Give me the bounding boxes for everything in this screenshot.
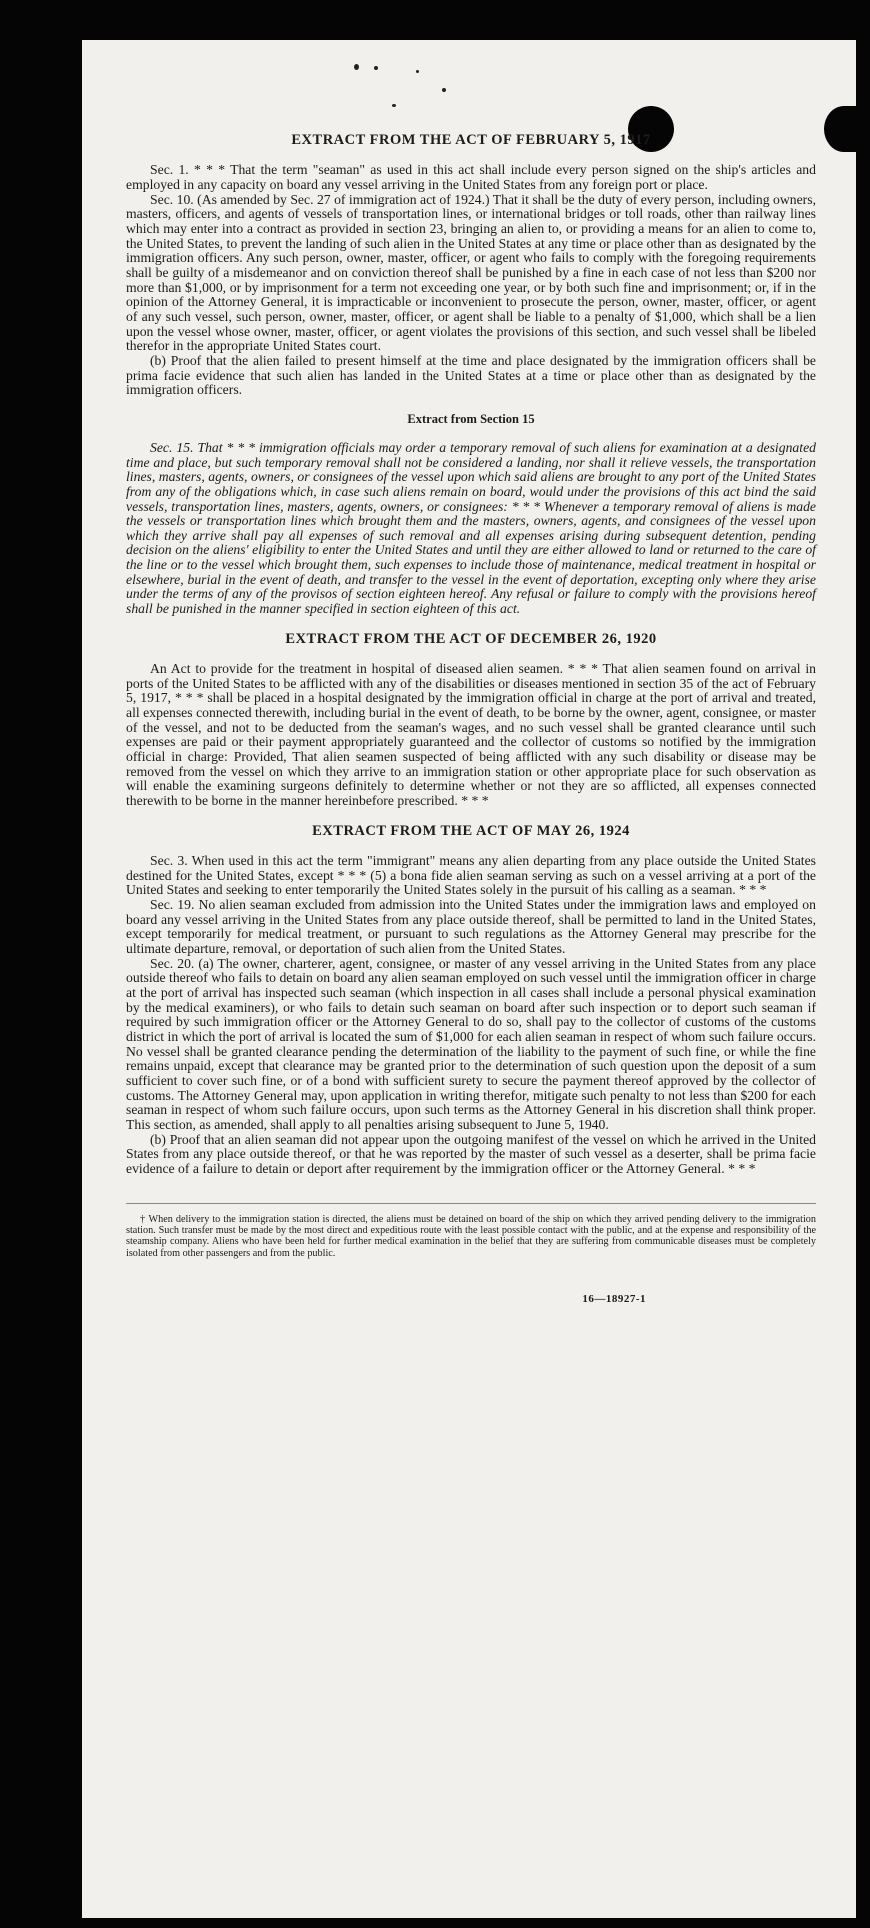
- ink-speck: [354, 64, 359, 70]
- punch-hole: [824, 106, 864, 152]
- ink-speck: [416, 70, 419, 73]
- paragraph: An Act to provide for the treatment in hospital of diseased alien seamen. * * * That alien seamen found on arrival in ports of the United States to be afflicted with any of the disabilities or diseases mentioned in section 35 of the act of February 5, 1917, * * * shall be placed in a hospital designated by the immigration official in charge at the port of arrival and treated, all expenses connected therewith, including burial in the event of death, to be borne by the owner, agent, consignee, or master of the vessel, and not to be deducted from the seaman's wages, and no such vessel shall be granted clearance until such expenses are paid or their payment appropriately guaranteed and the collector of customs so notified by the immigration official in charge: Provided, That alien seamen suspected of being afflicted with any such disability or disease may be removed from the vessel on which they arrive to an immigration station or other appropriate place for such observation as will enable the examining surgeons definitely to determine whether or not they are so afflicted, all expenses connected therewith to be borne in the manner hereinbefore prescribed. * * *: [126, 661, 816, 809]
- document-body: [126, 132, 816, 1305]
- paragraph: (b) Proof that the alien failed to present himself at the time and place designated by the immigration officers shall be prima facie evidence that such alien has landed in the United States at a time or place other than as designated by the immigration officers.: [126, 352, 816, 398]
- section-heading: EXTRACT FROM THE ACT OF MAY 26, 1924: [312, 822, 630, 839]
- paragraph: Sec. 19. No alien seaman excluded from admission into the United States under the immigration laws and employed on board any vessel arriving in the United States from any place outside thereof, shall be permitted to land in the United States, except temporarily for medical treatment, or pursuant to such regulations as the Attorney General may prescribe for the ultimate departure, removal, or deportation of such alien from the United States.: [126, 897, 816, 957]
- footnote: [126, 1203, 816, 1260]
- ink-speck: [442, 88, 446, 92]
- subsection-heading: Extract from Section 15: [407, 411, 535, 426]
- section-heading: EXTRACT FROM THE ACT OF FEBRUARY 5, 1917: [291, 132, 651, 148]
- paragraph: Sec. 15. That * * * immigration officials may order a temporary removal of such aliens for examination at a designated time and place, but such temporary removal shall not be considered a landing, nor shall it relieve vessels, the transportation lines, masters, agents, owners, or consignees of the vessel upon which said aliens are brought to any port of the United States from any of the obligations which, in case such aliens remain on board, would under the provisions of this act bind the said vessels, transportation lines, masters, agents, owners, or consignees: * * * Whenever a temporary removal of aliens is made the vessels or transportation lines which brought them and the masters, owners, agents, and consignees of the vessel upon which they arrive shall pay all expenses of such removal and all expenses arising during subsequent detention, pending decision on the aliens' eligibility to enter the United States and until they are either allowed to land or returned to the care of the line or to the vessel which brought them, such expenses to include those of maintenance, medical treatment in hospital or elsewhere, burial in the event of death, and transfer to the vessel in the event of deportation, excepting only where they arise under the terms of any of the provisos of section eighteen hereof. Any refusal or failure to comply with the provisions hereof shall be punished in the manner specified in section eighteen of this act.: [126, 439, 816, 617]
- footnote-text: † When delivery to the immigration station is directed, the aliens must be detained on board of the ship on which they arrived pending delivery to the immigration station. Such transfer must be made by the most direct and expeditious route with the least possible contact with the public, and at the expense and responsibility of the steamship company. Aliens who have been held for further medical examination in the belief that they are suffering from communicable diseases must be completely isolated from other passengers and from the public.: [126, 1213, 816, 1259]
- paragraph: (b) Proof that an alien seaman did not appear upon the outgoing manifest of the vessel on which he arrived in the United States from any place outside thereof, or that he was reported by the master of such vessel as a deserter, shall be prima facie evidence of a failure to detain or deport after requirement by the immigration officer or the Attorney General. * * *: [126, 1131, 816, 1176]
- document-page: [82, 40, 856, 1918]
- ink-speck: [374, 66, 378, 70]
- paragraph: Sec. 3. When used in this act the term "immigrant" means any alien departing from any place outside the United States destined for the United States, except * * * (5) a bona fide alien seaman serving as such on a vessel arriving at a port of the United States and seeking to enter temporarily the United States solely in the pursuit of his calling as a seaman. * * *: [126, 853, 816, 898]
- paragraph: Sec. 10. (As amended by Sec. 27 of immigration act of 1924.) That it shall be the duty of every person, including owners, masters, officers, and agents of vessels of transportation lines, or international bridges or toll roads, other than railway lines which may enter into a contract as provided in section 23, bringing an alien to, or providing a means for an alien to come to, the United States, to prevent the landing of such alien in the United States at any time or place other than as designated by the immigration officers. Any such person, owner, master, officer, or agent who fails to comply with the foregoing requirements shall be guilty of a misdemeanor and on conviction thereof shall be punished by a fine in each case of not less than $200 nor more than $1,000, or by imprisonment for a term not exceeding one year, or by both such fine and imprisonment; or, if in the opinion of the Attorney General, it is impracticable or inconvenient to prosecute the person, owner, master, officer, or agent of any such vessel, such person, owner, master, officer, or agent shall be liable to a penalty of $1,000, which shall be a lien upon the vessel whose owner, master, officer, or agent violates the provisions of this section, and such vessel shall be libeled therefor in the appropriate United States court.: [126, 191, 816, 354]
- section-heading: EXTRACT FROM THE ACT OF DECEMBER 26, 1920: [285, 630, 657, 647]
- paragraph: Sec. 1. * * * That the term "seaman" as used in this act shall include every person signed on the ship's articles and employed in any capacity on board any vessel arriving in the United States from any foreign port or place.: [126, 162, 816, 193]
- ink-speck: [392, 104, 396, 107]
- form-code: 16—18927-1: [582, 1293, 646, 1306]
- paragraph: Sec. 20. (a) The owner, charterer, agent, consignee, or master of any vessel arriving in the United States from any place outside thereof who fails to detain on board any alien seaman employed on such vessel until the immigration officer in charge at the port of arrival has inspected such seaman (which inspection in all cases shall include a personal physical examination by the medical examiners), or who fails to detain such seaman on board after such inspection or to deport such seaman if required by such immigration officer or the Attorney General to do so, shall pay to the collector of customs of the customs district in which the port of arrival is located the sum of $1,000 for each alien seaman in respect of whom such failure occurs. No vessel shall be granted clearance pending the determination of the liability to the payment of such fine, or while the fine remains unpaid, except that clearance may be granted prior to the determination of such question upon the deposit of a sum sufficient to cover such fine, or of a bond with sufficient surety to secure the payment thereof approved by the collector of customs. The Attorney General may, upon application in writing therefor, mitigate such penalty to not less than $200 for each seaman in respect of whom such failure occurs, upon such terms as the Attorney General in his discretion shall think proper. This section, as amended, shall apply to all penalties arising subsequent to June 5, 1940.: [126, 955, 816, 1132]
